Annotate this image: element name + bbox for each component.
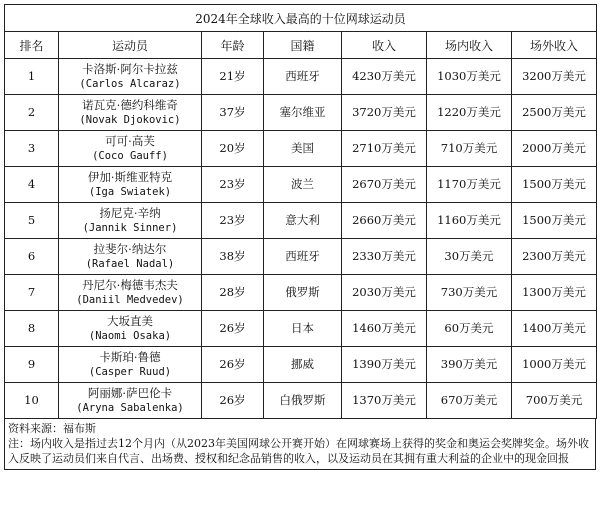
table-row bbox=[5, 239, 597, 275]
player-cell bbox=[59, 311, 202, 347]
player-name-english: (Daniil Medvedev) bbox=[76, 293, 184, 306]
nationality-cell: 西班牙 bbox=[264, 59, 342, 95]
off-court-income-cell: 2300万美元 bbox=[512, 239, 597, 275]
header-off-court: 场外收入 bbox=[512, 32, 597, 59]
rank-cell: 4 bbox=[5, 167, 59, 203]
notes-block bbox=[4, 419, 596, 470]
player-name-chinese: 伊加·斯维亚特克 bbox=[87, 169, 173, 184]
rank-cell: 10 bbox=[5, 383, 59, 419]
income-cell: 2030万美元 bbox=[342, 275, 427, 311]
rank-cell: 5 bbox=[5, 203, 59, 239]
nationality-cell: 意大利 bbox=[264, 203, 342, 239]
rank-cell: 1 bbox=[5, 59, 59, 95]
player-name-chinese: 扬尼克·辛纳 bbox=[99, 205, 161, 220]
on-court-income-cell: 60万美元 bbox=[427, 311, 512, 347]
age-cell: 28岁 bbox=[202, 275, 264, 311]
player-name-english: (Aryna Sabalenka) bbox=[76, 401, 184, 414]
on-court-income-cell: 1170万美元 bbox=[427, 167, 512, 203]
nationality-cell: 美国 bbox=[264, 131, 342, 167]
income-cell: 1370万美元 bbox=[342, 383, 427, 419]
header-on-court: 场内收入 bbox=[427, 32, 512, 59]
income-cell: 1390万美元 bbox=[342, 347, 427, 383]
rank-cell: 9 bbox=[5, 347, 59, 383]
on-court-income-cell: 1030万美元 bbox=[427, 59, 512, 95]
on-court-income-cell: 30万美元 bbox=[427, 239, 512, 275]
player-name-english: (Carlos Alcaraz) bbox=[79, 77, 181, 90]
player-name-english: (Iga Swiatek) bbox=[88, 185, 172, 198]
age-cell: 21岁 bbox=[202, 59, 264, 95]
nationality-cell: 挪威 bbox=[264, 347, 342, 383]
table-body bbox=[5, 59, 597, 419]
player-name-english: (Casper Ruud) bbox=[88, 365, 172, 378]
footnote: 注：场内收入是指过去12个月内（从2023年美国网球公开赛开始）在网球赛场上获得的奖金和奥运会奖牌奖金。场外收入反映了运动员们来自代言、出场费、授权和纪念品销售的收入，以及运动员在其拥有重大利益的企业中的现金回报 bbox=[8, 437, 589, 465]
player-cell bbox=[59, 275, 202, 311]
off-court-income-cell: 1000万美元 bbox=[512, 347, 597, 383]
income-cell: 2710万美元 bbox=[342, 131, 427, 167]
earnings-table bbox=[4, 4, 597, 419]
player-name-chinese: 卡洛斯·阿尔卡拉兹 bbox=[82, 61, 178, 76]
nationality-cell: 波兰 bbox=[264, 167, 342, 203]
player-name-chinese: 可可·高芙 bbox=[105, 133, 155, 148]
table-row bbox=[5, 167, 597, 203]
player-cell bbox=[59, 203, 202, 239]
earnings-document bbox=[4, 4, 596, 470]
header-rank: 排名 bbox=[5, 32, 59, 59]
player-name-chinese: 大坂直美 bbox=[107, 313, 153, 328]
off-court-income-cell: 1400万美元 bbox=[512, 311, 597, 347]
off-court-income-cell: 2000万美元 bbox=[512, 131, 597, 167]
off-court-income-cell: 700万美元 bbox=[512, 383, 597, 419]
nationality-cell: 塞尔维亚 bbox=[264, 95, 342, 131]
on-court-income-cell: 670万美元 bbox=[427, 383, 512, 419]
age-cell: 23岁 bbox=[202, 167, 264, 203]
header-player: 运动员 bbox=[59, 32, 202, 59]
on-court-income-cell: 710万美元 bbox=[427, 131, 512, 167]
income-cell: 1460万美元 bbox=[342, 311, 427, 347]
nationality-cell: 白俄罗斯 bbox=[264, 383, 342, 419]
rank-cell: 3 bbox=[5, 131, 59, 167]
player-name-english: (Coco Gauff) bbox=[92, 149, 168, 162]
table-row bbox=[5, 275, 597, 311]
income-cell: 2670万美元 bbox=[342, 167, 427, 203]
age-cell: 20岁 bbox=[202, 131, 264, 167]
table-row bbox=[5, 383, 597, 419]
income-cell: 2330万美元 bbox=[342, 239, 427, 275]
income-cell: 3720万美元 bbox=[342, 95, 427, 131]
player-name-english: (Jannik Sinner) bbox=[82, 221, 178, 234]
income-cell: 4230万美元 bbox=[342, 59, 427, 95]
header-nationality: 国籍 bbox=[264, 32, 342, 59]
source-note: 资料来源：福布斯 bbox=[8, 422, 96, 435]
nationality-cell: 日本 bbox=[264, 311, 342, 347]
header-age: 年龄 bbox=[202, 32, 264, 59]
nationality-cell: 俄罗斯 bbox=[264, 275, 342, 311]
table-row bbox=[5, 59, 597, 95]
off-court-income-cell: 1300万美元 bbox=[512, 275, 597, 311]
rank-cell: 6 bbox=[5, 239, 59, 275]
player-cell bbox=[59, 95, 202, 131]
player-cell bbox=[59, 167, 202, 203]
age-cell: 38岁 bbox=[202, 239, 264, 275]
income-cell: 2660万美元 bbox=[342, 203, 427, 239]
on-court-income-cell: 1160万美元 bbox=[427, 203, 512, 239]
off-court-income-cell: 3200万美元 bbox=[512, 59, 597, 95]
age-cell: 37岁 bbox=[202, 95, 264, 131]
table-row bbox=[5, 203, 597, 239]
rank-cell: 2 bbox=[5, 95, 59, 131]
rank-cell: 8 bbox=[5, 311, 59, 347]
player-name-chinese: 丹尼尔·梅德韦杰夫 bbox=[82, 277, 178, 292]
on-court-income-cell: 730万美元 bbox=[427, 275, 512, 311]
rank-cell: 7 bbox=[5, 275, 59, 311]
player-name-english: (Rafael Nadal) bbox=[85, 257, 175, 270]
player-name-chinese: 诺瓦克·德约科维奇 bbox=[82, 97, 178, 112]
on-court-income-cell: 1220万美元 bbox=[427, 95, 512, 131]
player-name-chinese: 拉斐尔·纳达尔 bbox=[93, 241, 167, 256]
on-court-income-cell: 390万美元 bbox=[427, 347, 512, 383]
off-court-income-cell: 1500万美元 bbox=[512, 203, 597, 239]
player-cell bbox=[59, 131, 202, 167]
table-title: 2024年全球收入最高的十位网球运动员 bbox=[5, 5, 597, 32]
age-cell: 23岁 bbox=[202, 203, 264, 239]
header-row bbox=[5, 32, 597, 59]
player-cell bbox=[59, 59, 202, 95]
player-name-english: (Naomi Osaka) bbox=[88, 329, 172, 342]
age-cell: 26岁 bbox=[202, 347, 264, 383]
header-income: 收入 bbox=[342, 32, 427, 59]
player-name-chinese: 卡斯珀·鲁德 bbox=[99, 349, 161, 364]
off-court-income-cell: 2500万美元 bbox=[512, 95, 597, 131]
player-name-chinese: 阿丽娜·萨巴伦卡 bbox=[87, 385, 173, 400]
player-cell bbox=[59, 239, 202, 275]
player-cell bbox=[59, 347, 202, 383]
table-row bbox=[5, 131, 597, 167]
nationality-cell: 西班牙 bbox=[264, 239, 342, 275]
table-row bbox=[5, 95, 597, 131]
player-cell bbox=[59, 383, 202, 419]
player-name-english: (Novak Djokovic) bbox=[79, 113, 181, 126]
off-court-income-cell: 1500万美元 bbox=[512, 167, 597, 203]
age-cell: 26岁 bbox=[202, 311, 264, 347]
table-row bbox=[5, 311, 597, 347]
age-cell: 26岁 bbox=[202, 383, 264, 419]
table-row bbox=[5, 347, 597, 383]
